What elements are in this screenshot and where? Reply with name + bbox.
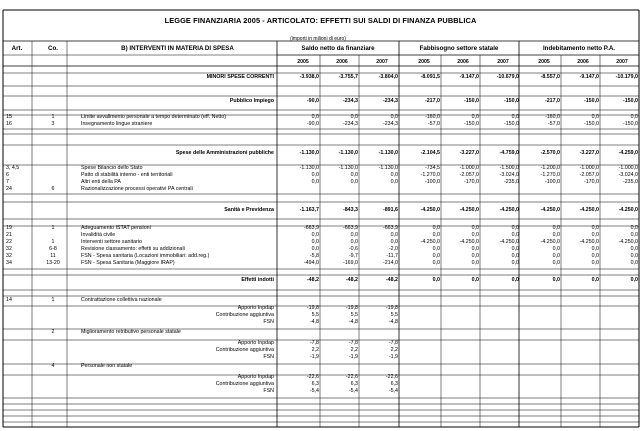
year-label: 2006 <box>457 58 469 65</box>
value-cell: -3.804,0 <box>378 74 398 80</box>
value-cell: -1.200,0 <box>540 165 560 171</box>
value-cell: 0,0 <box>432 260 440 266</box>
value-cell: -150,0 <box>463 98 479 104</box>
value-cell: -150,0 <box>583 121 599 127</box>
value-cell: -7,8 <box>388 340 398 346</box>
value-cell: 2,2 <box>390 347 398 353</box>
value-cell: -4.250,0 <box>499 207 519 213</box>
value-cell: -57,0 <box>547 121 560 127</box>
value-cell: 0,0 <box>591 225 599 231</box>
value-cell: -4.250,0 <box>420 239 440 245</box>
value-cell: 0,0 <box>630 253 638 259</box>
value-cell: -5,4 <box>309 388 319 394</box>
article-number: 24 <box>6 186 12 192</box>
comma-number: 1 <box>51 225 55 231</box>
value-cell: -1.000,0 <box>459 165 479 171</box>
intervention-label: Invalidità civile <box>81 232 116 238</box>
article-number: 19 <box>6 225 12 231</box>
sub-item-label: FSN <box>263 388 274 394</box>
comma-number: 1 <box>51 239 55 245</box>
value-cell: -3.024,0 <box>618 172 638 178</box>
comma-number: 6 <box>51 186 55 192</box>
value-cell: -4,8 <box>309 319 319 325</box>
value-cell: -4.250,0 <box>579 239 599 245</box>
value-cell: -150,0 <box>503 121 519 127</box>
value-cell: 0,0 <box>350 239 358 245</box>
section-title: Sanità e Previdenza <box>224 207 274 213</box>
value-cell: 2,2 <box>311 347 319 353</box>
value-cell: 0,0 <box>311 239 319 245</box>
value-cell: -217,0 <box>544 98 560 104</box>
value-cell: -4.259,0 <box>618 150 638 156</box>
comma-number: 13-20 <box>46 260 60 266</box>
value-cell: -1.270,0 <box>540 172 560 178</box>
value-cell: -160,0 <box>544 114 560 120</box>
value-cell: -214,0 <box>382 260 398 266</box>
value-cell: -48,2 <box>345 277 358 283</box>
header-saldo: Saldo netto da finanziare <box>301 45 375 52</box>
value-cell: -169,0 <box>342 260 358 266</box>
value-cell: 0,0 <box>311 179 319 185</box>
value-cell: 0,0 <box>591 114 599 120</box>
value-cell: -2.104,5 <box>420 150 440 156</box>
value-cell: -1.130,0 <box>299 150 319 156</box>
intervention-label: Contrattazione collettiva nazionale <box>81 297 162 303</box>
value-cell: -9,7 <box>348 253 358 259</box>
value-cell: 0,0 <box>390 114 398 120</box>
value-cell: -100,0 <box>544 179 560 185</box>
intervention-label: Interventi settore sanitario <box>81 239 142 245</box>
section-title: Spese delle Amministrazioni pubbliche <box>175 150 274 156</box>
section-title: Pubblico Impiego <box>229 98 274 104</box>
value-cell: 0,0 <box>390 232 398 238</box>
value-cell: -4,8 <box>348 319 358 325</box>
comma-number: 1 <box>51 114 55 120</box>
value-cell: 0,0 <box>471 232 479 238</box>
header-indebitamento: Indebitamento netto P.A. <box>542 45 616 52</box>
year-label: 2007 <box>616 58 628 65</box>
value-cell: -234,3 <box>382 98 398 104</box>
value-cell: -1.270,0 <box>420 172 440 178</box>
value-cell: 0,0 <box>432 277 440 283</box>
value-cell: 0,0 <box>471 114 479 120</box>
intervention-label: FSN - Spesa sanitaria (Locazioni immobiliari: add.reg.) <box>81 253 210 259</box>
article-number: 7 <box>6 179 9 185</box>
value-cell: 0,0 <box>630 225 638 231</box>
value-cell: -8.557,0 <box>540 74 560 80</box>
article-number: 32 <box>6 253 12 259</box>
value-cell: 0,0 <box>552 225 560 231</box>
value-cell: -7,8 <box>348 340 358 346</box>
year-label: 2005 <box>538 58 550 65</box>
value-cell: 0,0 <box>591 253 599 259</box>
value-cell: -150,0 <box>583 98 599 104</box>
year-label: 2007 <box>376 58 388 65</box>
value-cell: -663,9 <box>303 225 319 231</box>
comma-number: 1 <box>51 297 55 303</box>
value-cell: -1,9 <box>309 354 319 360</box>
intervention-label: Razionalizzazione processi operativi PA centrali <box>81 186 193 192</box>
value-cell: -1.130,0 <box>378 150 398 156</box>
value-cell: -2.057,0 <box>459 172 479 178</box>
year-label: 2005 <box>297 58 309 65</box>
value-cell: 0,0 <box>511 114 519 120</box>
value-cell: 0,0 <box>630 114 638 120</box>
value-cell: -90,0 <box>306 98 319 104</box>
value-cell: -1.130,0 <box>299 165 319 171</box>
value-cell: 5,5 <box>350 312 358 318</box>
year-label: 2006 <box>336 58 348 65</box>
sub-item-label: FSN <box>263 319 274 325</box>
value-cell: 0,0 <box>390 239 398 245</box>
intervention-label: FSN - Spesa Sanitaria (Maggiore IRAP) <box>81 260 175 266</box>
value-cell: 0,0 <box>511 253 519 259</box>
value-cell: -22,6 <box>306 374 319 380</box>
header-co: Co. <box>48 45 58 52</box>
value-cell: -1,9 <box>388 354 398 360</box>
comma-number: 4 <box>51 363 55 369</box>
year-label: 2007 <box>497 58 509 65</box>
value-cell: -1.000,0 <box>618 165 638 171</box>
value-cell: -4.250,0 <box>618 239 638 245</box>
value-cell: 0,0 <box>591 232 599 238</box>
value-cell: 0,0 <box>432 225 440 231</box>
header-fabbisogno: Fabbisogno settore statale <box>419 45 499 52</box>
value-cell: -150,0 <box>622 121 638 127</box>
value-cell: 0,0 <box>390 172 398 178</box>
value-cell: -4.250,0 <box>540 207 560 213</box>
value-cell: -8.091,5 <box>420 74 440 80</box>
comma-number: 3 <box>51 121 55 127</box>
value-cell: 0,0 <box>591 277 599 283</box>
value-cell: 6,3 <box>311 381 319 387</box>
value-cell: 2,2 <box>350 347 358 353</box>
value-cell: -1.163,7 <box>299 207 319 213</box>
intervention-label: Patto di stabilità interno - enti territoriali <box>81 172 173 178</box>
header-interventi: B) INTERVENTI IN MATERIA DI SPESA <box>121 45 234 52</box>
value-cell: -4.250,0 <box>420 207 440 213</box>
units-note: (importi in milioni di euro) <box>290 35 346 42</box>
value-cell: 0,0 <box>511 277 519 283</box>
value-cell: -1.130,0 <box>378 165 398 171</box>
value-cell: 5,5 <box>311 312 319 318</box>
sub-item-label: Apporto Inpdap <box>237 374 274 380</box>
value-cell: -843,3 <box>342 207 358 213</box>
value-cell: 0,0 <box>511 232 519 238</box>
value-cell: 0,0 <box>471 225 479 231</box>
value-cell: 0,0 <box>511 260 519 266</box>
value-cell: 0,0 <box>471 253 479 259</box>
value-cell: -3.227,0 <box>579 150 599 156</box>
value-cell: -4.250,0 <box>579 207 599 213</box>
value-cell: 6,3 <box>350 381 358 387</box>
sub-item-label: Contribuzione aggiuntiva <box>215 312 274 318</box>
article-number: 32 <box>6 246 12 252</box>
sub-item-label: Apporto Inpdap <box>237 340 274 346</box>
value-cell: -663,9 <box>342 225 358 231</box>
article-number: 3, 4,5 <box>6 165 20 171</box>
intervention-label: Revisione classamento: effetti su addizionali <box>81 246 185 252</box>
value-cell: -2.057,0 <box>579 172 599 178</box>
value-cell: -7,8 <box>309 340 319 346</box>
value-cell: -22,6 <box>385 374 398 380</box>
page-title: LEGGE FINANZIARIA 2005 - ARTICOLATO: EFFETTI SUI SALDI DI FINANZA PUBBLICA <box>164 16 477 25</box>
value-cell: 0,0 <box>311 232 319 238</box>
article-number: 6 <box>6 172 9 178</box>
value-cell: 0,0 <box>350 179 358 185</box>
value-cell: -48,2 <box>385 277 398 283</box>
value-cell: -150,0 <box>463 121 479 127</box>
value-cell: 0,0 <box>350 172 358 178</box>
value-cell: -891,6 <box>382 207 398 213</box>
value-cell: -5,8 <box>309 253 319 259</box>
value-cell: -3.024,0 <box>499 172 519 178</box>
intervention-label: Personale non statale <box>81 363 133 369</box>
section-title: Effetti indotti <box>241 277 274 283</box>
value-cell: -4.759,0 <box>499 150 519 156</box>
comma-number: 6-8 <box>49 246 57 252</box>
value-cell: -4.250,0 <box>459 207 479 213</box>
article-number: 16 <box>6 121 12 127</box>
value-cell: 6,3 <box>390 381 398 387</box>
value-cell: -2.570,0 <box>540 150 560 156</box>
value-cell: -494,0 <box>303 260 319 266</box>
value-cell: -9.147,0 <box>579 74 599 80</box>
value-cell: -9.147,0 <box>459 74 479 80</box>
value-cell: -1.130,0 <box>338 165 358 171</box>
article-number: 14 <box>6 297 12 303</box>
year-label: 2006 <box>577 58 589 65</box>
value-cell: 0,0 <box>630 246 638 252</box>
value-cell: 0,0 <box>552 246 560 252</box>
value-cell: -100,0 <box>424 179 440 185</box>
value-cell: 0,0 <box>630 277 638 283</box>
intervention-label: Adeguamento ISTAT pensioni <box>81 225 151 231</box>
sub-item-label: Contribuzione aggiuntiva <box>215 381 274 387</box>
comma-number: 2 <box>51 329 55 335</box>
value-cell: -19,8 <box>385 305 398 311</box>
article-number: 22 <box>6 239 12 245</box>
value-cell: 0,0 <box>630 232 638 238</box>
value-cell: -1.000,0 <box>579 165 599 171</box>
article-number: 34 <box>6 260 12 266</box>
value-cell: -170,0 <box>463 179 479 185</box>
value-cell: -1,9 <box>348 354 358 360</box>
value-cell: -57,0 <box>427 121 440 127</box>
value-cell: -4,8 <box>388 319 398 325</box>
value-cell: -4.250,0 <box>459 239 479 245</box>
section-title: MINORI SPESE CORRENTI <box>206 74 274 80</box>
value-cell: 0,0 <box>350 232 358 238</box>
value-cell: -4.250,0 <box>618 207 638 213</box>
value-cell: 0,0 <box>471 277 479 283</box>
value-cell: -235,0 <box>622 179 638 185</box>
value-cell: -170,0 <box>583 179 599 185</box>
value-cell: 0,0 <box>432 232 440 238</box>
value-cell: -48,2 <box>306 277 319 283</box>
value-cell: -22,6 <box>345 374 358 380</box>
comma-number: 11 <box>50 253 56 259</box>
value-cell: -3.227,0 <box>459 150 479 156</box>
value-cell: 0,0 <box>350 114 358 120</box>
intervention-label: Spese Bilancio dello Stato <box>81 165 143 171</box>
value-cell: -663,9 <box>382 225 398 231</box>
value-cell: 0,0 <box>591 260 599 266</box>
value-cell: 0,0 <box>471 246 479 252</box>
intervention-label: Altri enti della PA <box>81 179 121 185</box>
intervention-label: Miglioramento retributivo personale statale <box>81 329 181 335</box>
value-cell: -19,8 <box>345 305 358 311</box>
value-cell: -234,3 <box>382 121 398 127</box>
value-cell: -10.679,0 <box>496 74 519 80</box>
value-cell: 0,0 <box>432 246 440 252</box>
value-cell: -235,0 <box>503 179 519 185</box>
value-cell: -0,6 <box>348 246 358 252</box>
value-cell: -734,5 <box>424 165 440 171</box>
value-cell: 0,0 <box>552 232 560 238</box>
value-cell: 0,0 <box>311 172 319 178</box>
value-cell: -4.250,0 <box>540 239 560 245</box>
value-cell: 0,0 <box>511 246 519 252</box>
value-cell: -5,4 <box>348 388 358 394</box>
value-cell: 0,0 <box>311 246 319 252</box>
value-cell: 0,0 <box>552 253 560 259</box>
value-cell: -3.938,0 <box>299 74 319 80</box>
value-cell: -11,7 <box>386 253 398 259</box>
sub-item-label: Apporto Inpdap <box>237 305 274 311</box>
value-cell: -10.179,0 <box>615 74 638 80</box>
value-cell: 0,0 <box>552 277 560 283</box>
value-cell: -150,0 <box>622 98 638 104</box>
sub-item-label: FSN <box>263 354 274 360</box>
value-cell: -150,0 <box>503 98 519 104</box>
article-number: 21 <box>6 232 12 238</box>
sub-item-label: Contribuzione aggiuntiva <box>215 347 274 353</box>
value-cell: 0,0 <box>311 114 319 120</box>
intervention-label: Insegnamento lingue straniere <box>81 121 153 127</box>
value-cell: -3.755,7 <box>338 74 358 80</box>
value-cell: 0,0 <box>511 225 519 231</box>
value-cell: -4.250,0 <box>499 239 519 245</box>
value-cell: 0,0 <box>432 253 440 259</box>
value-cell: -234,3 <box>342 121 358 127</box>
article-number: 15 <box>6 114 12 120</box>
value-cell: 0,0 <box>630 260 638 266</box>
value-cell: -234,3 <box>342 98 358 104</box>
value-cell: 0,0 <box>471 260 479 266</box>
header-art: Art. <box>11 45 23 52</box>
value-cell: -1.130,0 <box>338 150 358 156</box>
value-cell: -1.500,0 <box>499 165 519 171</box>
intervention-label: Limite avvalimento personale a tempo determinato (eff. Netto) <box>81 114 227 120</box>
value-cell: -217,0 <box>424 98 440 104</box>
value-cell: -2,0 <box>388 246 398 252</box>
value-cell: 0,0 <box>552 260 560 266</box>
value-cell: -5,4 <box>388 388 398 394</box>
year-label: 2005 <box>418 58 430 65</box>
value-cell: -19,8 <box>306 305 319 311</box>
value-cell: 5,5 <box>390 312 398 318</box>
value-cell: 0,0 <box>390 179 398 185</box>
value-cell: 0,0 <box>591 246 599 252</box>
value-cell: -90,0 <box>306 121 319 127</box>
value-cell: -160,0 <box>424 114 440 120</box>
